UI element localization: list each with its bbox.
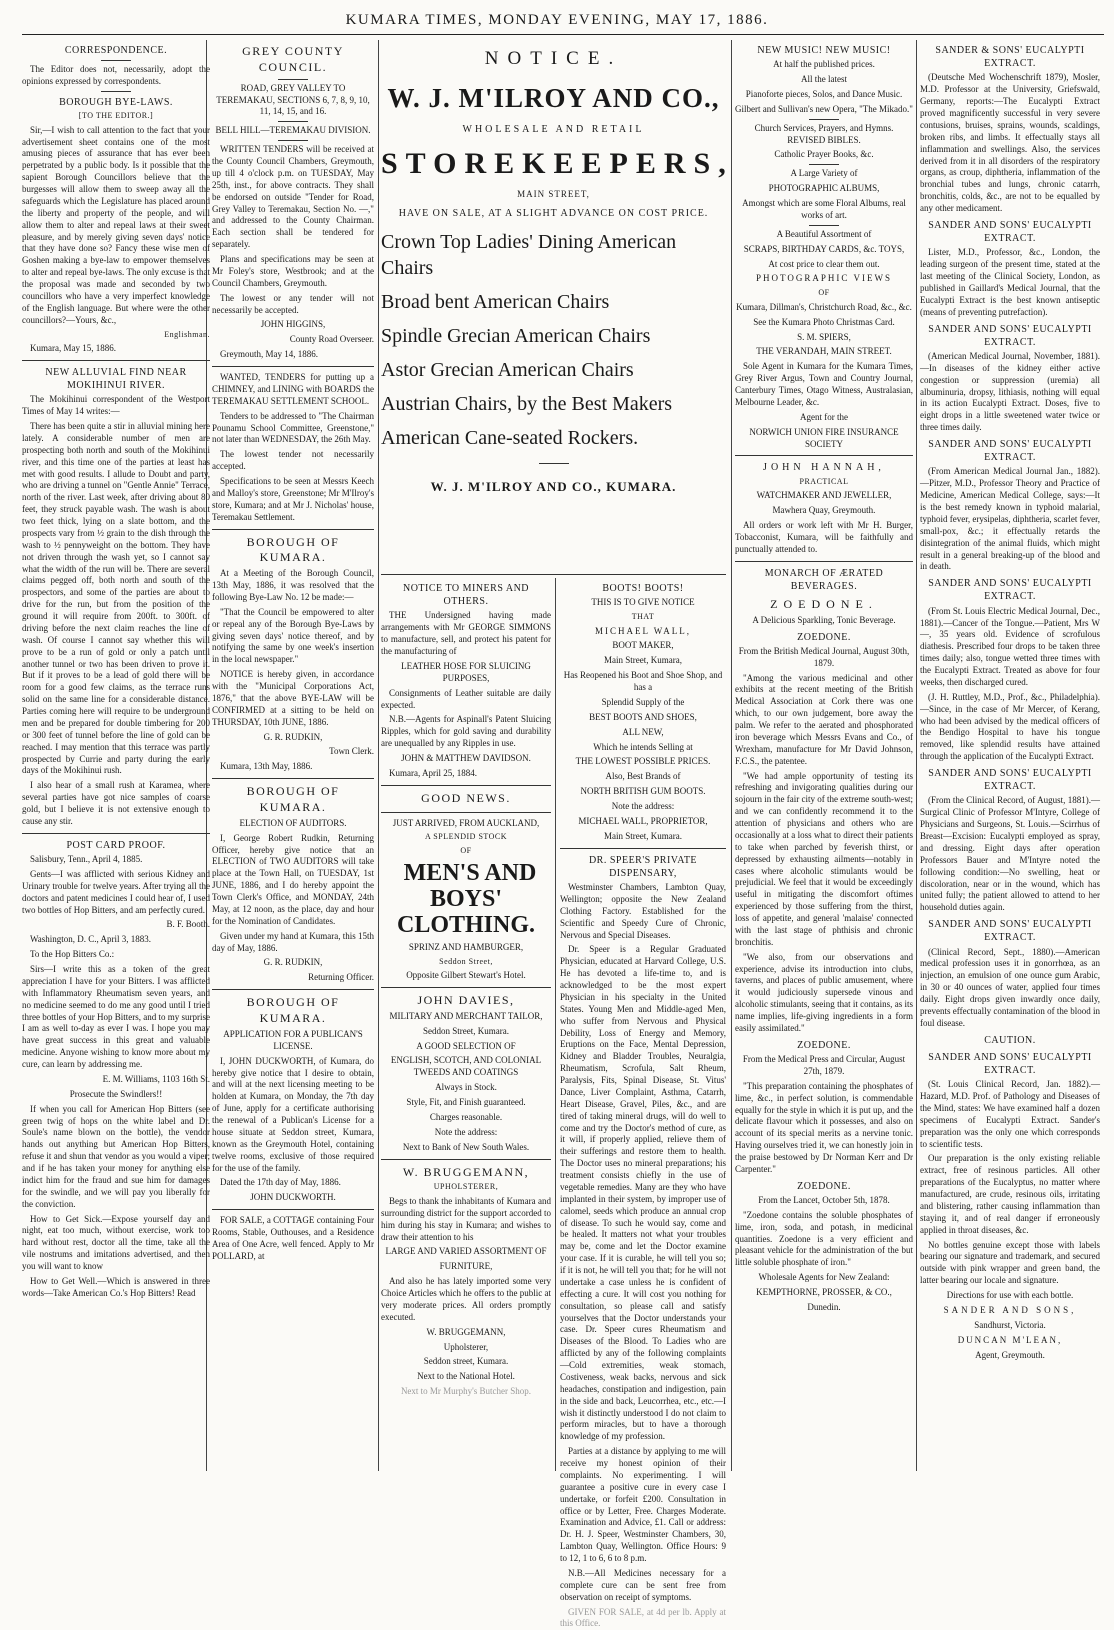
watchmaker: WATCHMAKER AND JEWELLER, [756,490,892,501]
chair-item: Spindle Grecian American Chairs [381,324,651,347]
catholic-books: Catholic Prayer Books, &c. [774,149,874,160]
pianoforte: Pianoforte pieces, Solos, and Dance Music. [745,88,903,99]
bruggemann-body: Begs to thank the inhabitants of Kumara and surrounding district for the support accorded to him during his stay in Kumara; and wishes to draw their attention to his [381,1195,551,1242]
alluvial-body: There has been quite a stir in alluvial mining here lately. A considerable number of men are prospecting both north and south of the Mokihinui river, and this time one of the parties at least has met with good results. I allude to Doubt and party, who are driving a tunnel on "Gentle Annie" Terrace, north of the river. Last week, after driving about 80 feet, they struck payable wash. The wash is about two feet thick, lying on a slate bottom, and the prospects vary from ½ grain to the dish through the wash to ½ pennyweight on the bottom. They have not driven through the wash yet, so I cannot say what the width of the run will be. There are several claims pegged off, both north and south of the prospectors, and some of the parties are about to drive for the run, but from the position of the ground it will require from 200ft. to 300ft. of driving before the next claim reaches the line of wash. Of course I cannot say whether this will prove to be a run of gold or only a patch until another tunnel or two has been driven to prove it. But if it proves to be a lead of gold there will be room for a good few claims, as the terrace runs solid on the same line for a considerable distance. Parties coming here will require to be underground men and be prepared for double timbering for 200 or 300 feet of tunnel before the line of gold can be reached. I may mention that this terrace was partly prospected by Currie and party during the early days of the Mokihinui rush. [22,421,210,776]
caution-heading: CAUTION. [984,1034,1036,1046]
grey-date: Greymouth, May 14, 1886. [220,349,318,360]
tweeds: ENGLISH, SCOTCH, AND COLONIAL TWEEDS AND COATINGS [390,1055,542,1078]
sandhurst: Sandhurst, Victoria. [974,1319,1046,1330]
wanted-lowest: The lowest tender not necessarily accepted. [212,449,374,472]
bruggemann-p2: And also he has lately imported some very Choice Articles which he offers to the public at very moderate prices. All orders promptly executed. [381,1276,551,1322]
sander-heading-5: SANDER AND SONS' EUCALYPTI EXTRACT. [928,578,1092,603]
lancet-quote: "Zoedone contains the soluble phosphates of lime, iron, soda, and potash, in medicinal quantities. Zoedone is a very efficient and pleasant vehicle for the administration of the but little soluble phosphate of iron." [735,1209,913,1268]
sander-p3: (American Medical Journal, November, 1881).—In diseases of the kidney either active congestion or suppression (uremia) all albuminuria, dropsy, lithiasis, nothing will equal in its action Eucalypti Extract. Doses, five to eight drops in a little sweetened water twice or three times daily. [920,350,1100,433]
grey-roads: ROAD, GREY VALLEY TO TEREMAKAU, SECTIONS 6, 7, 8, 9, 10, 11, 14, 15, and 16. [216,82,370,117]
chair-item: Astor Grecian American Chairs [381,358,634,381]
kempthorne: KEMPTHORNE, PROSSER, & CO., [756,1287,892,1298]
best-brands: Also, Best Brands of [605,771,681,782]
press-quote: "This preparation containing the phosphates of lime, &c., in perfect solution, is commendable equally for the style in which it is put up, and the delicate flavour which it possesses, and also on account of its special merits as a nervine tonic. Having ourselves tried it, we can honestly join in the praise bestowed by Dr Norman Kerr and Dr Carpenter." [735,1080,913,1174]
all-latest: All the latest [801,74,847,85]
section-rule [381,574,726,575]
mawhera-quay: Mawhera Quay, Greymouth. [772,505,876,516]
speer-consult: Parties at a distance by applying to me will receive my honest opinion of their complaints. No experimenting. I will guarantee a positive cure in every case I undertake, or forfeit £200. Consultation in office or by Letter, Free. Charges Moderate. Examination and Advice, £1. Call or address: Dr. H. J. Speer, Westminster Chambers, 30, Lambton Quay, Wellington. Office Hours: 9 to 12, 1 to 6, 6 to 8 p.m. [560,1446,726,1564]
masthead: KUMARA TIMES, MONDAY EVENING, MAY 17, 1886. [345,12,769,28]
opposite-hotel: Opposite Gilbert Stewart's Hotel. [406,970,526,981]
how-to-get-well: How to Get Well.—Which is answered in three words—Take American Co.'s Hop Bitters! Read [22,1275,210,1298]
sprinz-hamburger: SPRINZ AND HAMBURGER, [408,941,524,952]
borough-licence-heading: BOROUGH OF KUMARA. [246,995,340,1026]
swindlers-body: If when you call for American Hop Bitters (see green twig of hops on the white label and Dr. Soule's name blown on the bottle), the vendor hands out anything but American Hop Bitters, refuse it and shun that vendor as you would a viper; and if he has taken your money for anything else indict him for the fraud and sue him for damages for the swindle, and we will pay you liberally for the conviction. [22,1103,210,1209]
have-on-sale: HAVE ON SALE, AT A SLIGHT ADVANCE ON COST PRICE. [398,208,709,220]
faded-line-2: GIVEN FOR SALE, at 4d per lb. Apply at this Office. [560,1606,726,1629]
faded-line: Next to Mr Murphy's Butcher Shop. [400,1386,532,1397]
column-divider [378,40,379,1471]
hannah-name: JOHN HANNAH, [763,462,885,474]
chair-item: Austrian Chairs, by the Best Makers [381,392,673,415]
lowest-tender: The lowest or any tender will not necessarily be accepted. [212,292,374,315]
auditors-body: I, George Robert Rudkin, Returning Officer, hereby give notice that an ELECTION of TWO AUDITORS will take place at the Town Hall, on TUESDAY, 1st JUNE, 1886, and I do hereby appoint the Town Clerk's Office, and MONDAY, 24th May, at 12 noon, as the place, day and hour for the Nomination of Candidates. [212,832,374,926]
sander-p2: Lister, M.D., Professor, &c., London, the leading surgeon of the present time, stated at the last meeting of the Clinical Society, London, as published in Gaillard's Medical Journal, that the Eucalypti Extract is the best known antiseptic (means of preventing putrefaction). [920,247,1100,317]
lowest-prices: THE LOWEST POSSIBLE PRICES. [575,756,711,767]
correspondence-heading: CORRESPONDENCE. [64,45,168,56]
mikado: Gilbert and Sullivan's new Opera, "The Mikado." [735,103,913,114]
give-notice: THIS IS TO GIVE NOTICE [591,597,695,608]
mcilroy-footer: W. J. M'ILROY AND CO., KUMARA. [430,478,677,494]
borough-meeting: At a Meeting of the Borough Council, 13th May, 1886, it was resolved that the following Bye-Law No. 12 be made:— [212,568,374,602]
wall-proprietor: MICHAEL WALL, PROPRIETOR, [578,815,708,826]
borough-quote: "That the Council be empowered to alter or repeal any of the Borough Bye-Laws by giving seven days' notice thereof, and by notifying the same by one week's insertion in the local newspaper." [212,606,374,665]
spiers-name: S. M. SPIERS, [797,331,851,342]
postcard-heading: POST CARD PROOF. [66,839,166,851]
wanted-address: Tenders to be addressed to "The Chairman Pounamu School Committee, Greenstone," not later than WEDNESDAY, the 26th May. [212,410,374,445]
sander-heading-8: SANDER AND SONS' EUCALYPTI EXTRACT. [928,1051,1092,1076]
sander-signature: SANDER AND SONS, [943,1304,1077,1315]
how-to-get-sick: How to Get Sick.—Expose yourself day and night, eat too much, without exercise, work too hard without rest, doctor all the time, take all the vile nostrums and imitations advertised, and then you will want to know [22,1213,210,1272]
plans-body: Plans and specifications may be seen at Mr Foley's store, Westbrook; and at the Council Chambers, Greymouth. [212,254,374,288]
all-new: ALL NEW, [622,726,664,737]
that-label: THAT [631,612,655,622]
column-divider [916,40,917,1471]
sole-agent: Sole Agent in Kumara for the Kumara Times, Grey River Argus, Town and Country Journal, Canterbury Times, Otago Witness, Australasian, Melbourne Leader, &c. [735,361,913,407]
leather-hose: LEATHER HOSE FOR SLUICING PURPOSES, [401,660,531,683]
sander-p6: (From the Clinical Record, of August, 1881).—Surgical Clinic of Professor M'Intyre, College of Physicians and Surgeons, St. Louis.—Scirrhus of Breast—Excision: Eucalypti employed as spray, and dressing. Eight days after operation Professors Bauer and M'Intyre noted the following condition:—No swelling, heat or discoloration, near or in the wound, which has united fully; the patient allowed to attend to her household duties again. [920,795,1100,913]
postcard-location: Salisbury, Tenn., April 4, 1885. [30,854,143,865]
washington-dateline: Washington, D. C., April 3, 1883. [30,934,152,945]
davidson-date: Kumara, April 25, 1884. [389,767,477,778]
which-selling: Which he intends Selling at [593,741,693,752]
main-street-kumara-2: Main Street, Kumara. [604,830,682,841]
hop-signature: E. M. Williams, 1103 16th St. [102,1073,210,1084]
storekeepers: STOREKEEPERS, [381,146,734,180]
assortment: LARGE AND VARIED ASSORTMENT OF [385,1246,547,1257]
column-notices [212,40,374,1473]
top-rule [22,34,1104,35]
directions: Directions for use with each bottle. [946,1290,1074,1301]
chair-item: American Cane-seated Rockers. [381,426,639,449]
church-services: Church Services, Prayers, and Hymns. REVISED BIBLES. [754,122,894,145]
charges: Charges reasonable. [429,1111,503,1122]
miners-heading: NOTICE TO MINERS AND OTHERS. [402,583,530,608]
editor-disclaimer: The Editor does not, necessarily, adopt the opinions expressed by correspondents. [22,64,210,87]
of-label-2: OF [818,288,830,298]
column-boots-dispensary [560,578,726,1629]
column-divider [555,578,556,1471]
sander-p5: (From St. Louis Electric Medical Journal, Dec., 1881).—Cancer of the Tongue.—Patient, Mrs W—, 35 years old. Evidence of scrofulous diathesis. Prescribed four drops to be taken three times daily; also, tongue wetted three times with the Eucalypti Extract. Treated as above for four weeks, then discharged cured. [920,605,1100,687]
bmj-quote-1: "Among the various medicinal and other exhibits at the recent meeting of the British Medical Association at Cork there was one which, to our own judgement, bore away the palm. We refer to the aerated and phosphorated iron beverage which Messrs Evans and Co., of Wrexham, manufacture for Mr David Johnson, F.C.S., the patentee. [735,672,913,766]
verandah: THE VERANDAH, MAIN STREET. [756,346,892,357]
norwich-union: NORWICH UNION FIRE INSURANCE SOCIETY [749,426,899,449]
column-miners-clothing [381,578,551,1473]
auditors-given: Given under my hand at Kumara, this 15th day of May, 1886. [212,930,374,953]
press-source: From the Medical Press and Circular, August 27th, 1879. [742,1054,906,1076]
sander-heading-4: SANDER AND SONS' EUCALYPTI EXTRACT. [928,439,1092,464]
mcilroy-advertisement [381,40,734,572]
alluvial-heading: NEW ALLUVIAL FIND NEAR MOKIHINUI RIVER. [45,366,187,392]
speer-nb: N.B.—All Medicines necessary for a complete cure can be sent free from observation on receipt of symptoms. [560,1567,726,1602]
photo-views: PHOTOGRAPHIC VIEWS [756,273,892,284]
sander-p8: (St. Louis Clinical Record, Jan. 1882).—Hazard, M.D. Prof. of Pathology and Diseases of the Mind, states: We have examined half a dozen specimens of Eucalypti Extract. Sander's preparation was the only one which corresponds to scientific tests. [920,1079,1100,1149]
cost-price: At cost price to clear them out. [768,258,880,269]
byelaws-heading: BOROUGH BYE-LAWS. [59,96,173,108]
style-fit: Style, Fit, and Finish guaranteed. [406,1097,526,1108]
photo-albums: PHOTOGRAPHIC ALBUMS, [768,183,880,194]
to-editor: [TO THE EDITOR.] [78,111,154,121]
agent-for: Agent for the [800,411,848,422]
zoedone-heading-3: ZOEDONE. [797,1039,851,1051]
higgins-name: JOHN HIGGINS, [260,319,326,330]
borough-date: Kumara, 13th May, 1886. [220,761,313,772]
sander-heading-7: SANDER AND SONS' EUCALYPTI EXTRACT. [928,919,1092,944]
lancet-source: From the Lancet, October 5th, 1878. [758,1194,890,1205]
higgins-role: County Road Overseer. [289,334,374,345]
borough-auditors-heading: BOROUGH OF KUMARA. [246,784,340,815]
column-music-zoedone [735,40,913,1473]
duckworth-sign: JOHN DUCKWORTH. [250,1192,336,1203]
davies-tailor: MILITARY AND MERCHANT TAILOR, [389,1010,543,1021]
davies-street: Seddon Street, Kumara. [423,1025,509,1036]
cottage-sale: FOR SALE, a COTTAGE containing Four Rooms, Stable, Outhouses, and a Residence Area of One Acre, well fenced. Apply to Mr POLLARD, at [212,1215,374,1261]
views-places: Kumara, Dillman's, Christchurch Road, &c., &c. [736,301,912,312]
mens-boys-clothing: MEN'S AND BOYS' CLOTHING. [396,859,537,939]
byelaws-letter: Sir,—I wish to call attention to the fact that your advertisement sheet contains one of the most amusing pieces of assurance that has ever been perpetrated by a public body. Is it possible that the sapient Borough Councillors believe that the burgesses will allow them to sweep away all the safeguards which the Legislature has placed around the liberty and property of the people, and will allow them to alter and repeal laws at their sweet pleasure, and by merely giving seven days' notice that they have done so? Fancy these wise men of Goshen making a bye-law to empower themselves to alter and repeal bye-laws. The only excuse is that the proposal was made and seconded by two councillors who have a very imperfect knowledge of the English language. But where were the other councillors?—Yours, &c., [22,124,210,325]
scraps-cards: SCRAPS, BIRTHDAY CARDS, &c. TOYS, [743,243,905,254]
main-street-kumara: Main Street, Kumara, [604,655,682,666]
sander-p4: (From American Medical Journal Jan., 1882).—Pitzer, M.D., Professor Theory and Practice of Medicine, American Medical College, says:—It is the best remedy known in typhoid malarial, typhoid fever, erysipelas, diphtheria, scarlet fever, small-pox, &c.; it effectually retards the disintegration of the animal fluids, which might result in a general breaking-up of the blood and in death. [920,466,1100,572]
column-eucalypti [920,40,1100,1473]
alluvial-karamea: I also hear of a small rush at Karamea, where several parties have got nice samples of coarse gold, but I believe it is not extensive enough to cause any stir. [22,780,210,826]
postcard-body: Gents—I was afflicted with serious Kidney and Urinary trouble for twelve years. After trying all the doctors and patent medicines I could hear of, I used two bottles of Hop Bitters, and am perfectly cured. [22,868,210,915]
speer-heading: DR. SPEER'S PRIVATE DISPENSARY, [588,854,698,879]
bruggemann-street: Seddon street, Kumara. [423,1356,509,1367]
notice-heading: NOTICE. [484,48,623,69]
music-heading: NEW MUSIC! NEW MUSIC! [757,45,891,56]
hop-addressee: To the Hop Bitters Co.: [30,949,115,960]
reopened: Has Reopened his Boot and Shoe Shop, and has a [563,670,723,693]
bruggemann-sign: W. BRUGGEMANN, [426,1326,506,1337]
large-variety: A Large Variety of [790,168,858,179]
grey-council-heading: GREY COUNTY COUNCIL. [242,44,344,74]
bruggemann-role: Upholsterer, [443,1341,489,1352]
bruggemann-location: Next to the National Hotel. [417,1371,515,1382]
column-correspondence [22,40,210,1473]
sander-heading: SANDER & SONS' EUCALYPTI EXTRACT. [935,45,1085,70]
davidson-name: JOHN & MATTHEW DAVIDSON. [401,753,531,763]
returning-officer: Returning Officer. [308,972,374,983]
wholesale-agents: Wholesale Agents for New Zealand: [758,1272,890,1283]
chairs-list [381,229,726,451]
albums-note: Amongst which are some Floral Albums, real works of art. [742,198,906,220]
dunedin: Dunedin. [807,1301,841,1312]
christmas-card: See the Kumara Photo Christmas Card. [753,316,895,327]
wanted-specs: Specifications to be seen at Messrs Keech and Malloy's store, Greenstone; Mr M'Ilroy's store, Kumara; and at Mr J. Nicholas' house, Teremakau Settlement. [212,476,374,522]
splendid-supply: Splendid Supply of the [601,696,685,707]
town-clerk: Town Clerk. [329,746,374,757]
duckworth-body: I, JOHN DUCKWORTH, of Kumara, do hereby give notice that I desire to obtain, and will at the next licensing meeting to be holden at Kumara, on Monday, the 7th day of June, apply for a certificate authorising the renewal of a Publican's License for a house situate at Seddon street, Kumara, known as the Greymouth Hotel, containing twelve rooms, exclusive of those required for the use of the family. [212,1055,374,1173]
sander-p5b: (J. H. Ruttley, M.D., Prof., &c., Philadelphia).—Since, in the case of Mr Mercer, of Kerang, who had been advised by the medical officers of the Bendigo Hospital to have his tongue removed, like splendid results have attained through the application of the Eucalypti Extract. [920,691,1100,762]
practical: PRACTICAL [799,476,849,486]
michael-wall: MICHAEL WALL, [595,625,691,636]
zoedone-tagline: A Delicious Sparkling, Tonic Beverage. [752,614,896,625]
note-the-address: Note the address: [611,801,675,812]
bmj-quote-3: "We also, from our observations and experience, advise its introduction into clubs, taverns, and places of public amusement, where it would judiciously supersede vinous and alcoholic stimulants, seeing that it contains, as its name implies, life-giving ingredients in a form easily assimilated." [735,951,913,1033]
sander-p9: Our preparation is the only existing reliable extract, free of resinous particles. All other preparations of the Eucalyptus, no matter where manufactured, are crude, resinous oils, irritating and blistering, rather causing inflammation than staying it, and of real danger if erroneously applied in throat diseases, &c. [920,1153,1100,1235]
main-street: MAIN STREET, [517,189,590,200]
miners-body: THE Undersigned having made arrangements with Mr GEORGE SIMMONS to manufacture, sell, and protect his patent for the manufacturing of [381,610,551,656]
duncan-mclean: DUNCAN M'LEAN, [957,1334,1063,1345]
boot-maker: BOOT MAKER, [612,640,674,651]
sander-p1: (Deutsche Med Wochenschrift 1879), Mosler, M.D. Professor at the University, Griefswald, Germany, reports:—The Eucalypti Extract proved magnificently successful in very severe contusions, bruises, sprains, wounds, scaldings, broken ribs, and limbs. It effectually stays all inflammation and swellings. Also, the services derived from it in all disorders of the respiratory organs, as croup, diphtheria, inflammation of the bronchial tubes and lungs, chronic catarrh, bronchitis, colds, &c., are not to be equalled by any other medicament. [920,72,1100,213]
zoedone-title: ZOEDONE. [770,596,878,611]
consignments: Consignments of Leather suitable are daily expected. [381,687,551,710]
sander-heading-3: SANDER AND SONS' EUCALYPTI EXTRACT. [928,323,1092,348]
sander-heading-2: SANDER AND SONS' EUCALYPTI EXTRACT. [928,219,1092,245]
alluvial-intro: The Mokihinui correspondent of the Westport Times of May 14 writes:— [22,394,210,417]
zoedone-heading-2: ZOEDONE. [797,631,851,643]
speer-body: Dr. Speer is a Regular Graduated Physician, educated at Harvard College, U.S. He has devoted a life-time to, and is acknowledged to be the most expert Physician in his specialty in the United States. Young Men and Middle-aged Men, who suffer from Nervous and Physical Debility, Loss of Energy and Memory, Eruptions on the Face, Mental Depression, Kidney and Bladder Troubles, Neuralgia, Rheumatism, Scrofula, Salt Rheum, Paralysis, Fits, Spinal Disease, St. Vitus' Dance, Liver Complaint, Asthma, Catarrh, Heart Disease, Gravel, Piles, &c., and are tired of taking mineral drugs, will do well to come and try the Doctor's method of cure, as it will, if properly applied, relieve them of their sufferings and restore them to health. The Doctor uses no mineral preparations; his treatment consists chiefly in the use of vegetable remedies. Many are they who have implanted in their system, by improper use of calomel, seeds which produce an annual crop of disease. To such he would say, come and be healed. It matters not what your troubles may be, come and let the Doctor examine your case. If it is curable, he will tell you so; if it is not, he will tell you that; for he will not undertake a case unless he is confident of effecting a cure. It will cost you nothing for consultation, so please call and satisfy yourselves that the Doctor understands your case. Dr. Speer cures Rheumatism and Diseases of the Blood. To Ladies who are afflicted by any of the following complaints—Cold extremities, weak stomach, Costiveness, weak backs, nervous and sick headaches, constipation and indigestion, pain in the side and back, Leucorrhea, etc., etc.—I wish it distinctly understood I do not claim to perform miracles, but to have a thorough knowledge of my profession. [560,944,726,1442]
good-news: GOOD NEWS. [421,790,511,805]
monarch-heading: MONARCH OF ÆRATED BEVERAGES. [764,567,884,592]
sander-heading-6: SANDER AND SONS' EUCALYPTI EXTRACT. [928,768,1092,793]
just-arrived: JUST ARRIVED, FROM AUCKLAND, [392,817,540,828]
licence-title: APPLICATION FOR A PUBLICAN'S LICENSE. [223,1028,363,1051]
letter-date: Kumara, May 15, 1886. [30,343,116,354]
rudkin-name: G. R. RUDKIN, [263,731,323,742]
speer-address: Westminster Chambers, Lambton Quay, Wellington; opposite the New Zealand Clothing Factory. Established for the Scientific and Speedy Cure of Chronic, Nervous and Special Diseases. [560,882,726,940]
borough-heading: BOROUGH OF KUMARA. [246,534,340,565]
always-in-stock: Always in Stock. [435,1082,497,1093]
mcilroy-firm-name: W. J. M'ILROY AND CO., [387,83,720,114]
upholsterer: UPHOLSTERER, [433,1182,499,1192]
good-selection: A GOOD SELECTION OF [416,1040,516,1051]
of-label: OF [460,846,472,855]
borough-notice: NOTICE is hereby given, in accordance with the "Municipal Corporations Act, 1876," that the above BYE-LAW will be CONFIRMED at a sitting to be held on THURSDAY, 10th JUNE, 1886. [212,669,374,727]
seddon-street: Seddon Street, [439,956,493,966]
chair-item: Crown Top Ladies' Dining American Chairs [381,230,677,279]
bmj-quote-2: "We had ample opportunity of testing its refreshing and invigorating qualities during our sojourn in the fair city of the extreme south-west; and we can confidently recommend it to the attention of physicians and others who are occasionally at a loss what to direct their patients to take when parched by feverish thirst, or depressed by exhausting ailments—notably in cases where alcoholic stimulants would be prejudicial. We feel that it would be exceedingly useful in mitigating the discomfort oftimes experienced by those suffering from the thirst, loss of appetite, and general 'malaise' connected with the last stage of phthisis and chronic bronchitis. [735,770,913,947]
sander-p10: No bottles genuine except those with labels bearing our signature and trademark, and secured outside with pink wrapper and green band, the latter bearing our locale and signature. [920,1239,1100,1286]
gum-boots: NORTH BRITISH GUM BOOTS. [580,786,706,797]
bell-hill: BELL HILL—TEREMAKAU DIVISION. [215,125,371,136]
postcard-signature: B. F. Booth. [166,919,210,930]
furniture: FURNITURE, [439,1261,493,1272]
note-address: Note the address: [434,1126,498,1137]
hop-letter: Sirs—I write this as a token of the great appreciation I have for your Bitters. I was afflicted with Inflammatory Rheumatism seven years, and no medicine seemed to do me any good until I tried three bottles of your Hop Bitters, and to my surprise I am as well to-day as ever I was. I hope you may have great success in this great and valuable medicine. Anyone wishing to know more about my cure, can learn by addressing me. [22,964,210,1070]
auditors-title: ELECTION OF AUDITORS. [239,817,347,828]
bruggemann-name: W. BRUGGEMANN, [402,1164,530,1179]
aspinall-note: N.B.—Agents for Aspinall's Patent Sluicing Ripples, which for gold saving and durability are unequalled by any Ripples in use. [381,714,551,749]
agent-greymouth: Agent, Greymouth. [975,1349,1045,1360]
sander-p7: (Clinical Record, Sept., 1880).—American medical profession uses it in gonorrhœa, as an injection, an emulsion of one ounce gum Arabic, in 30 or 40 ounces of water, applied four times daily. Eight drops given inwardly once daily, prevents effectually contamination of the blood in foul disease. [920,946,1100,1028]
chair-item: Broad bent American Chairs [381,290,610,313]
half-price: At half the published prices. [773,59,875,70]
zoedone-heading-4: ZOEDONE. [797,1180,851,1192]
letter-signature: Englishman. [164,329,210,339]
splendid-stock: A SPLENDID STOCK [424,832,508,842]
bmj-source: From the British Medical Journal, August 30th, 1879. [738,645,910,668]
hannah-orders: All orders or work left with Mr H. Burger, Tobacconist, Kumara, will be faithfully and punctually attended to. [735,519,913,554]
wholesale-retail: WHOLESALE AND RETAIL [462,123,645,135]
wanted-tenders: WANTED, TENDERS for putting up a CHIMNEY, and LINING with BOARDS the TEREMAKAU SETTLEMENT SCHOOL. [212,372,374,406]
boots-heading: BOOTS! BOOTS! [602,583,684,594]
tenders-body: WRITTEN TENDERS will be received at the County Council Chambers, Greymouth, up till 4 o'clock p.m. on TUESDAY, May 25th, inst., for above contracts. They shall be endorsed on outside "Tender for Road, Grey Valley to Teremakau, Section No. —," and addressed to the County Chairman. Each section shall be tendered for separately. [212,144,374,250]
best-boots: BEST BOOTS AND SHOES, [589,711,697,722]
next-to-bank: Next to Bank of New South Wales. [402,1141,530,1152]
swindlers-heading: Prosecute the Swindlers!! [69,1088,163,1099]
rudkin-name-2: G. R. RUDKIN, [263,957,323,968]
davies-name: JOHN DAVIES, [417,993,515,1008]
beautiful-assortment: A Beautiful Assortment of [776,228,872,239]
column-divider [731,40,732,1471]
duckworth-dated: Dated the 17th day of May, 1886. [220,1177,341,1188]
